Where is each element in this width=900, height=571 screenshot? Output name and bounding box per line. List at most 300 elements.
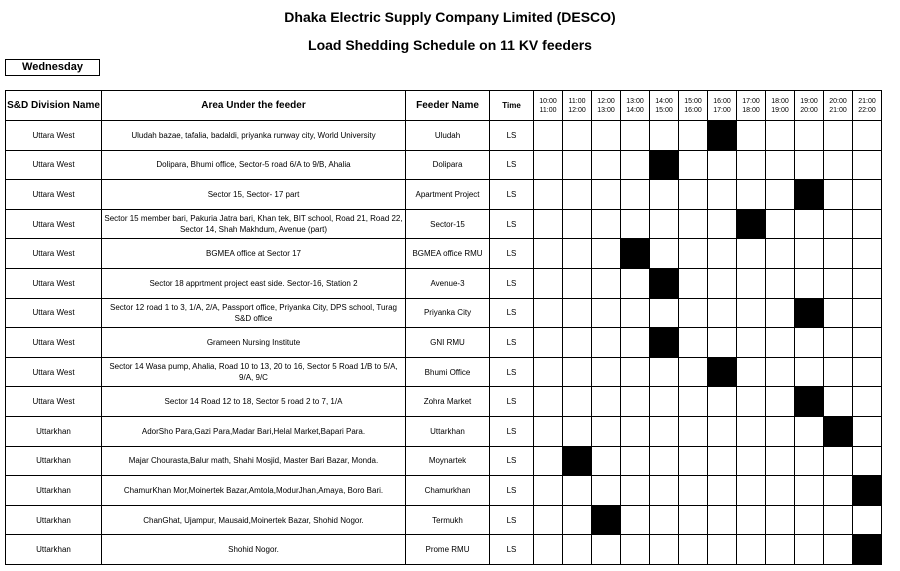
slot-cell — [592, 446, 621, 476]
slot-cell — [766, 505, 795, 535]
area-cell: Sector 15, Sector- 17 part — [102, 180, 406, 210]
time-cell: LS — [490, 180, 534, 210]
slot-cell — [853, 298, 882, 328]
slot-cell — [737, 505, 766, 535]
slot-cell — [534, 121, 563, 151]
slot-cell — [621, 298, 650, 328]
slot-cell — [766, 239, 795, 269]
slot-cell — [650, 357, 679, 387]
schedule-table — [5, 90, 882, 565]
slot-cell — [853, 357, 882, 387]
slot-start-label: 21:00 — [858, 97, 876, 105]
slot-cell — [795, 505, 824, 535]
slot-cell — [824, 298, 853, 328]
slot-cell — [853, 121, 882, 151]
area-cell: Sector 14 Wasa pump, Ahalia, Road 10 to 13, 20 to 16, Sector 5 Road 1/B to 5/A, 9/A, 9/C — [102, 357, 406, 387]
slot-cell — [621, 357, 650, 387]
slot-cell — [766, 121, 795, 151]
slot-cell — [766, 180, 795, 210]
table-row — [6, 298, 882, 328]
column-header-slot — [621, 91, 650, 121]
slot-cell — [592, 416, 621, 446]
slot-cell — [650, 535, 679, 565]
time-cell: LS — [490, 121, 534, 151]
load-shedding-slot-marked — [795, 387, 824, 417]
slot-cell — [824, 328, 853, 358]
slot-cell — [708, 268, 737, 298]
slot-cell — [534, 150, 563, 180]
slot-cell — [708, 180, 737, 210]
column-header-slot — [708, 91, 737, 121]
load-shedding-slot-marked — [650, 268, 679, 298]
load-shedding-slot-marked — [795, 180, 824, 210]
slot-cell — [650, 416, 679, 446]
slot-cell — [795, 416, 824, 446]
slot-cell — [592, 121, 621, 151]
feeder-cell: Dolipara — [406, 150, 490, 180]
slot-start-label: 11:00 — [568, 97, 586, 105]
slot-cell — [708, 209, 737, 239]
table-row — [6, 150, 882, 180]
slot-cell — [534, 416, 563, 446]
slot-cell — [679, 535, 708, 565]
slot-cell — [853, 239, 882, 269]
table-row — [6, 476, 882, 506]
slot-cell — [534, 535, 563, 565]
slot-cell — [679, 416, 708, 446]
slot-cell — [650, 239, 679, 269]
area-cell: ChanGhat, Ujampur, Mausaid,Moinertek Bazar, Shohid Nogor. — [102, 505, 406, 535]
feeder-cell: GNI RMU — [406, 328, 490, 358]
slot-cell — [563, 328, 592, 358]
table-row — [6, 268, 882, 298]
slot-start-label: 16:00 — [713, 97, 731, 105]
slot-cell — [853, 180, 882, 210]
table-row — [6, 505, 882, 535]
column-header-slot — [534, 91, 563, 121]
slot-cell — [592, 150, 621, 180]
slot-cell — [592, 268, 621, 298]
time-cell: LS — [490, 209, 534, 239]
slot-cell — [563, 150, 592, 180]
slot-cell — [679, 268, 708, 298]
slot-cell — [534, 239, 563, 269]
feeder-cell: Chamurkhan — [406, 476, 490, 506]
slot-cell — [766, 150, 795, 180]
time-cell: LS — [490, 298, 534, 328]
slot-end-label: 21:00 — [829, 106, 847, 114]
slot-cell — [737, 298, 766, 328]
feeder-cell: Sector-15 — [406, 209, 490, 239]
slot-cell — [824, 357, 853, 387]
slot-end-label: 18:00 — [742, 106, 760, 114]
slot-cell — [621, 180, 650, 210]
load-shedding-slot-marked — [795, 298, 824, 328]
slot-end-label: 17:00 — [713, 106, 731, 114]
slot-cell — [621, 328, 650, 358]
slot-cell — [592, 298, 621, 328]
load-shedding-slot-marked — [650, 150, 679, 180]
time-cell: LS — [490, 387, 534, 417]
slot-cell — [679, 387, 708, 417]
time-cell: LS — [490, 268, 534, 298]
feeder-cell: Uttarkhan — [406, 416, 490, 446]
slot-cell — [737, 416, 766, 446]
slot-cell — [534, 180, 563, 210]
area-cell: BGMEA office at Sector 17 — [102, 239, 406, 269]
slot-cell — [563, 416, 592, 446]
day-label: Wednesday — [5, 59, 100, 76]
slot-cell — [534, 209, 563, 239]
column-header-time: Time — [490, 91, 534, 121]
area-cell: Sector 15 member bari, Pakuria Jatra bari, Khan tek, BIT school, Road 21, Road 22, Sector 14, Shah Makhdum, Avenue (part) — [102, 209, 406, 239]
slot-cell — [650, 476, 679, 506]
slot-cell — [795, 268, 824, 298]
slot-cell — [708, 416, 737, 446]
slot-cell — [679, 121, 708, 151]
slot-cell — [824, 180, 853, 210]
time-cell: LS — [490, 328, 534, 358]
slot-cell — [563, 180, 592, 210]
division-cell: Uttara West — [6, 328, 102, 358]
slot-cell — [737, 239, 766, 269]
load-shedding-slot-marked — [853, 476, 882, 506]
header-row — [6, 91, 882, 121]
slot-cell — [679, 209, 708, 239]
slot-cell — [650, 505, 679, 535]
slot-cell — [563, 268, 592, 298]
division-cell: Uttara West — [6, 357, 102, 387]
slot-cell — [563, 121, 592, 151]
slot-cell — [737, 446, 766, 476]
feeder-cell: Apartment Project — [406, 180, 490, 210]
slot-cell — [534, 328, 563, 358]
area-cell: Majar Chourasta,Balur math, Shahi Mosjid, Master Bari Bazar, Monda. — [102, 446, 406, 476]
column-header-slot — [766, 91, 795, 121]
slot-cell — [592, 476, 621, 506]
slot-cell — [679, 150, 708, 180]
slot-cell — [824, 535, 853, 565]
slot-cell — [708, 328, 737, 358]
slot-start-label: 18:00 — [771, 97, 789, 105]
slot-cell — [853, 150, 882, 180]
feeder-cell: Zohra Market — [406, 387, 490, 417]
slot-start-label: 10:00 — [539, 97, 557, 105]
slot-cell — [650, 121, 679, 151]
slot-cell — [824, 268, 853, 298]
slot-cell — [766, 535, 795, 565]
slot-cell — [824, 209, 853, 239]
slot-cell — [766, 476, 795, 506]
slot-end-label: 16:00 — [684, 106, 702, 114]
slot-cell — [679, 180, 708, 210]
slot-cell — [650, 209, 679, 239]
table-row — [6, 535, 882, 565]
feeder-cell: Prome RMU — [406, 535, 490, 565]
division-cell: Uttara West — [6, 239, 102, 269]
load-shedding-slot-marked — [853, 535, 882, 565]
area-cell: Grameen Nursing Institute — [102, 328, 406, 358]
slot-cell — [534, 446, 563, 476]
slot-end-label: 12:00 — [568, 106, 586, 114]
slot-cell — [679, 446, 708, 476]
slot-cell — [708, 387, 737, 417]
slot-cell — [534, 357, 563, 387]
table-row — [6, 209, 882, 239]
slot-cell — [708, 298, 737, 328]
slot-start-label: 14:00 — [655, 97, 673, 105]
slot-cell — [679, 505, 708, 535]
slot-cell — [824, 476, 853, 506]
slot-cell — [766, 268, 795, 298]
table-row — [6, 328, 882, 358]
slot-cell — [795, 446, 824, 476]
slot-cell — [737, 387, 766, 417]
division-cell: Uttara West — [6, 180, 102, 210]
slot-cell — [824, 446, 853, 476]
division-cell: Uttarkhan — [6, 505, 102, 535]
slot-end-label: 22:00 — [858, 106, 876, 114]
slot-cell — [592, 328, 621, 358]
slot-cell — [824, 121, 853, 151]
slot-start-label: 15:00 — [684, 97, 702, 105]
slot-cell — [650, 446, 679, 476]
slot-cell — [766, 416, 795, 446]
time-cell: LS — [490, 535, 534, 565]
slot-cell — [737, 328, 766, 358]
slot-cell — [592, 239, 621, 269]
slot-cell — [621, 446, 650, 476]
load-shedding-slot-marked — [621, 239, 650, 269]
slot-cell — [766, 298, 795, 328]
slot-end-label: 15:00 — [655, 106, 673, 114]
slot-cell — [708, 150, 737, 180]
slot-cell — [737, 150, 766, 180]
feeder-cell: BGMEA office RMU — [406, 239, 490, 269]
load-shedding-slot-marked — [592, 505, 621, 535]
slot-end-label: 20:00 — [800, 106, 818, 114]
feeder-cell: Termukh — [406, 505, 490, 535]
slot-cell — [621, 476, 650, 506]
time-cell: LS — [490, 505, 534, 535]
column-header-slot — [737, 91, 766, 121]
area-cell: Dolipara, Bhumi office, Sector-5 road 6/A to 9/B, Ahalia — [102, 150, 406, 180]
slot-cell — [563, 357, 592, 387]
slot-cell — [621, 387, 650, 417]
slot-cell — [737, 121, 766, 151]
column-header-feeder: Feeder Name — [406, 91, 490, 121]
slot-cell — [563, 505, 592, 535]
slot-cell — [708, 476, 737, 506]
slot-cell — [679, 328, 708, 358]
slot-cell — [621, 268, 650, 298]
table-row — [6, 387, 882, 417]
slot-cell — [679, 357, 708, 387]
division-cell: Uttarkhan — [6, 476, 102, 506]
slot-cell — [592, 357, 621, 387]
time-cell: LS — [490, 476, 534, 506]
slot-cell — [795, 239, 824, 269]
slot-cell — [592, 180, 621, 210]
feeder-cell: Uludah — [406, 121, 490, 151]
slot-cell — [679, 476, 708, 506]
slot-cell — [592, 209, 621, 239]
division-cell: Uttara West — [6, 209, 102, 239]
slot-cell — [650, 387, 679, 417]
slot-cell — [621, 121, 650, 151]
slot-cell — [795, 357, 824, 387]
area-cell: AdorSho Para,Gazi Para,Madar Bari,Helal Market,Bapari Para. — [102, 416, 406, 446]
load-shedding-slot-marked — [708, 121, 737, 151]
slot-cell — [737, 476, 766, 506]
time-cell: LS — [490, 416, 534, 446]
slot-end-label: 14:00 — [626, 106, 644, 114]
slot-cell — [563, 535, 592, 565]
load-shedding-slot-marked — [737, 209, 766, 239]
slot-cell — [795, 209, 824, 239]
slot-cell — [621, 150, 650, 180]
slot-cell — [708, 505, 737, 535]
load-shedding-slot-marked — [708, 357, 737, 387]
column-header-slot — [592, 91, 621, 121]
feeder-cell: Bhumi Office — [406, 357, 490, 387]
slot-cell — [534, 298, 563, 328]
slot-cell — [824, 505, 853, 535]
slot-cell — [737, 357, 766, 387]
time-cell: LS — [490, 239, 534, 269]
slot-cell — [563, 298, 592, 328]
time-cell: LS — [490, 357, 534, 387]
slot-cell — [563, 209, 592, 239]
column-header-slot — [563, 91, 592, 121]
slot-cell — [795, 150, 824, 180]
slot-start-label: 20:00 — [829, 97, 847, 105]
slot-cell — [853, 416, 882, 446]
feeder-cell: Avenue-3 — [406, 268, 490, 298]
time-cell: LS — [490, 150, 534, 180]
slot-cell — [708, 239, 737, 269]
column-header-division: S&D Division Name — [6, 91, 102, 121]
page-subtitle: Load Shedding Schedule on 11 KV feeders — [308, 37, 592, 53]
slot-cell — [563, 239, 592, 269]
slot-end-label: 11:00 — [539, 106, 557, 114]
slot-cell — [679, 298, 708, 328]
slot-cell — [853, 268, 882, 298]
slot-cell — [650, 180, 679, 210]
slot-start-label: 13:00 — [626, 97, 644, 105]
slot-cell — [853, 505, 882, 535]
slot-cell — [708, 446, 737, 476]
column-header-slot — [650, 91, 679, 121]
division-cell: Uttara West — [6, 298, 102, 328]
slot-start-label: 19:00 — [800, 97, 818, 105]
slot-cell — [853, 387, 882, 417]
area-cell: Uludah bazae, tafalia, badaldi, priyanka runway city, World University — [102, 121, 406, 151]
slot-cell — [563, 387, 592, 417]
slot-cell — [679, 239, 708, 269]
slot-cell — [853, 209, 882, 239]
time-cell: LS — [490, 446, 534, 476]
slot-cell — [650, 298, 679, 328]
slot-cell — [621, 209, 650, 239]
slot-cell — [621, 505, 650, 535]
slot-cell — [795, 121, 824, 151]
division-cell: Uttara West — [6, 387, 102, 417]
slot-cell — [824, 150, 853, 180]
division-cell: Uttarkhan — [6, 446, 102, 476]
slot-cell — [737, 535, 766, 565]
slot-cell — [621, 416, 650, 446]
column-header-slot — [679, 91, 708, 121]
slot-cell — [766, 357, 795, 387]
slot-start-label: 12:00 — [597, 97, 615, 105]
division-cell: Uttarkhan — [6, 416, 102, 446]
area-cell: Sector 18 apprtment project east side. Sector-16, Station 2 — [102, 268, 406, 298]
table-row — [6, 239, 882, 269]
table-row — [6, 416, 882, 446]
load-shedding-slot-marked — [650, 328, 679, 358]
slot-start-label: 17:00 — [742, 97, 760, 105]
slot-cell — [563, 476, 592, 506]
table-row — [6, 180, 882, 210]
area-cell: Sector 12 road 1 to 3, 1/A, 2/A, Passport office, Priyanka City, DPS school, Turag S&D office — [102, 298, 406, 328]
column-header-slot — [795, 91, 824, 121]
column-header-slot — [824, 91, 853, 121]
slot-cell — [534, 387, 563, 417]
slot-cell — [766, 328, 795, 358]
division-cell: Uttara West — [6, 121, 102, 151]
slot-cell — [737, 268, 766, 298]
column-header-slot — [853, 91, 882, 121]
slot-cell — [824, 239, 853, 269]
slot-cell — [766, 446, 795, 476]
feeder-cell: Priyanka City — [406, 298, 490, 328]
table-row — [6, 357, 882, 387]
area-cell: ChamurKhan Mor,Moinertek Bazar,Amtola,ModurJhan,Amaya, Boro Bari. — [102, 476, 406, 506]
slot-cell — [824, 387, 853, 417]
table-row — [6, 446, 882, 476]
slot-end-label: 13:00 — [597, 106, 615, 114]
division-cell: Uttara West — [6, 268, 102, 298]
slot-cell — [795, 476, 824, 506]
slot-cell — [534, 476, 563, 506]
division-cell: Uttarkhan — [6, 535, 102, 565]
slot-cell — [766, 387, 795, 417]
area-cell: Sector 14 Road 12 to 18, Sector 5 road 2 to 7, 1/A — [102, 387, 406, 417]
division-cell: Uttara West — [6, 150, 102, 180]
slot-cell — [534, 268, 563, 298]
slot-cell — [737, 180, 766, 210]
slot-cell — [592, 387, 621, 417]
column-header-area: Area Under the feeder — [102, 91, 406, 121]
slot-cell — [795, 535, 824, 565]
slot-cell — [708, 535, 737, 565]
slot-cell — [592, 535, 621, 565]
feeder-cell: Moynartek — [406, 446, 490, 476]
load-shedding-slot-marked — [563, 446, 592, 476]
slot-cell — [621, 535, 650, 565]
table-row — [6, 121, 882, 151]
slot-cell — [534, 505, 563, 535]
slot-cell — [853, 328, 882, 358]
load-shedding-slot-marked — [824, 416, 853, 446]
slot-cell — [795, 328, 824, 358]
slot-end-label: 19:00 — [771, 106, 789, 114]
area-cell: Shohid Nogor. — [102, 535, 406, 565]
page-title: Dhaka Electric Supply Company Limited (DESCO) — [284, 9, 616, 25]
slot-cell — [853, 446, 882, 476]
slot-cell — [766, 209, 795, 239]
